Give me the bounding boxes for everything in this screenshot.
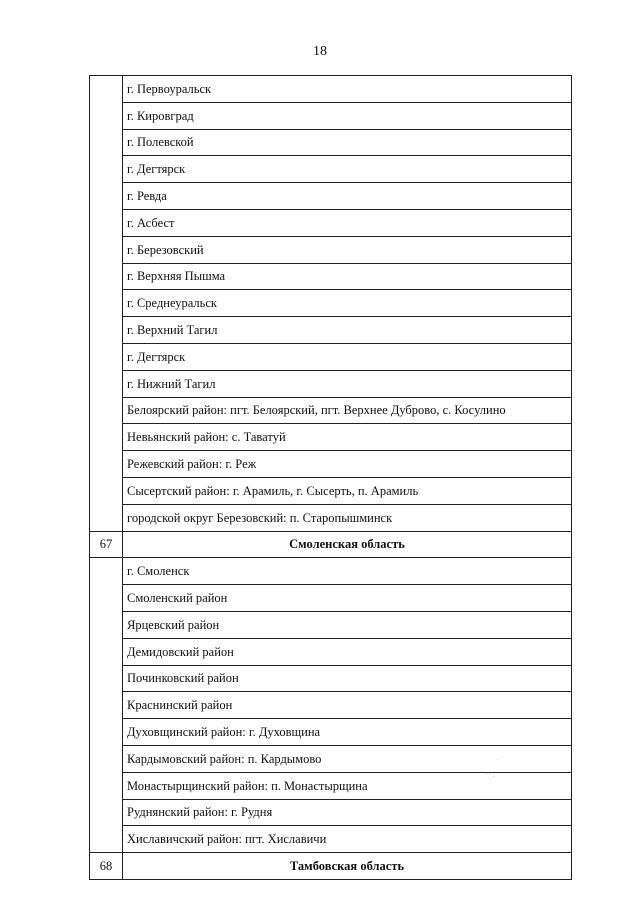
locality-cell: Краснинский район [123, 692, 572, 719]
row-number-cell [90, 156, 123, 183]
locality-cell: Ярцевский район [123, 611, 572, 638]
row-number-cell [90, 102, 123, 129]
locality-cell: Смоленский район [123, 585, 572, 612]
row-number-cell [90, 585, 123, 612]
locality-cell: г. Среднеуральск [123, 290, 572, 317]
row-number-cell [90, 638, 123, 665]
row-number-cell [90, 263, 123, 290]
locality-cell: Духовщинский район: г. Духовщина [123, 719, 572, 746]
row-number-cell [90, 129, 123, 156]
table-row [90, 477, 572, 504]
row-number-cell [90, 236, 123, 263]
row-number-cell [90, 745, 123, 772]
locality-cell: г. Смоленск [123, 558, 572, 585]
table-row [90, 451, 572, 478]
row-number-cell [90, 719, 123, 746]
table-row [90, 772, 572, 799]
locality-cell: г. Дегтярск [123, 156, 572, 183]
row-number-cell [90, 799, 123, 826]
scan-speck: · ˙ [497, 757, 503, 763]
locality-cell: Демидовский район [123, 638, 572, 665]
row-number-cell [90, 183, 123, 210]
locality-cell: г. Асбест [123, 209, 572, 236]
row-number-cell [90, 504, 123, 531]
row-number-cell [90, 424, 123, 451]
table-row [90, 719, 572, 746]
table-row [90, 424, 572, 451]
row-number-cell [90, 826, 123, 853]
locality-cell: Починковский район [123, 665, 572, 692]
locality-cell: г. Верхний Тагил [123, 317, 572, 344]
region-name-cell: Смоленская область [123, 531, 572, 558]
row-number-cell [90, 772, 123, 799]
table-row [90, 692, 572, 719]
table-row [90, 343, 572, 370]
table-row [90, 263, 572, 290]
row-number-cell: 68 [90, 853, 123, 880]
row-number-cell [90, 290, 123, 317]
row-number-cell [90, 76, 123, 103]
table-row [90, 236, 572, 263]
row-number-cell [90, 558, 123, 585]
table-row [90, 585, 572, 612]
locality-cell: г. Верхняя Пышма [123, 263, 572, 290]
table-row [90, 638, 572, 665]
locality-cell: Кардымовский район: п. Кардымово [123, 745, 572, 772]
table-row [90, 290, 572, 317]
row-number-cell [90, 317, 123, 344]
table-row [90, 397, 572, 424]
locality-cell: городской округ Березовский: п. Старопышминск [123, 504, 572, 531]
row-number-cell [90, 611, 123, 638]
table-row [90, 799, 572, 826]
locality-cell: г. Березовский [123, 236, 572, 263]
locality-cell: Монастырщинский район: п. Монастырщина [123, 772, 572, 799]
table-row [90, 558, 572, 585]
locality-cell: г. Первоуральск [123, 76, 572, 103]
table-row [90, 156, 572, 183]
row-number-cell [90, 209, 123, 236]
table-row [90, 826, 572, 853]
table-row [90, 370, 572, 397]
table-row [90, 76, 572, 103]
locality-cell: г. Кировград [123, 102, 572, 129]
table-row [90, 611, 572, 638]
table-row [90, 209, 572, 236]
table-row [90, 129, 572, 156]
table-row [90, 102, 572, 129]
row-number-cell [90, 477, 123, 504]
locality-cell: Руднянский район: г. Рудня [123, 799, 572, 826]
locality-cell: Хиславичский район: пгт. Хиславичи [123, 826, 572, 853]
table-row [90, 665, 572, 692]
region-name-cell: Тамбовская область [123, 853, 572, 880]
row-number-cell: 67 [90, 531, 123, 558]
table-row [90, 317, 572, 344]
locality-cell: Сысертский район: г. Арамиль, г. Сысерть, п. Арамиль [123, 477, 572, 504]
locality-cell: Белоярский район: пгт. Белоярский, пгт. Верхнее Дуброво, с. Косулино [123, 397, 572, 424]
table-row [90, 504, 572, 531]
table-row [90, 183, 572, 210]
locality-cell: г. Ревда [123, 183, 572, 210]
region-header-row [90, 853, 572, 880]
region-header-row [90, 531, 572, 558]
row-number-cell [90, 451, 123, 478]
row-number-cell [90, 397, 123, 424]
locality-cell: г. Полевской [123, 129, 572, 156]
locality-cell: Режевский район: г. Реж [123, 451, 572, 478]
locality-cell: г. Нижний Тагил [123, 370, 572, 397]
row-number-cell [90, 343, 123, 370]
row-number-cell [90, 665, 123, 692]
row-number-cell [90, 692, 123, 719]
page-number: 18 [313, 44, 327, 59]
locality-cell: Невьянский район: с. Таватуй [123, 424, 572, 451]
scan-speck: · · , [486, 772, 495, 778]
locality-cell: г. Дегтярск [123, 343, 572, 370]
row-number-cell [90, 370, 123, 397]
